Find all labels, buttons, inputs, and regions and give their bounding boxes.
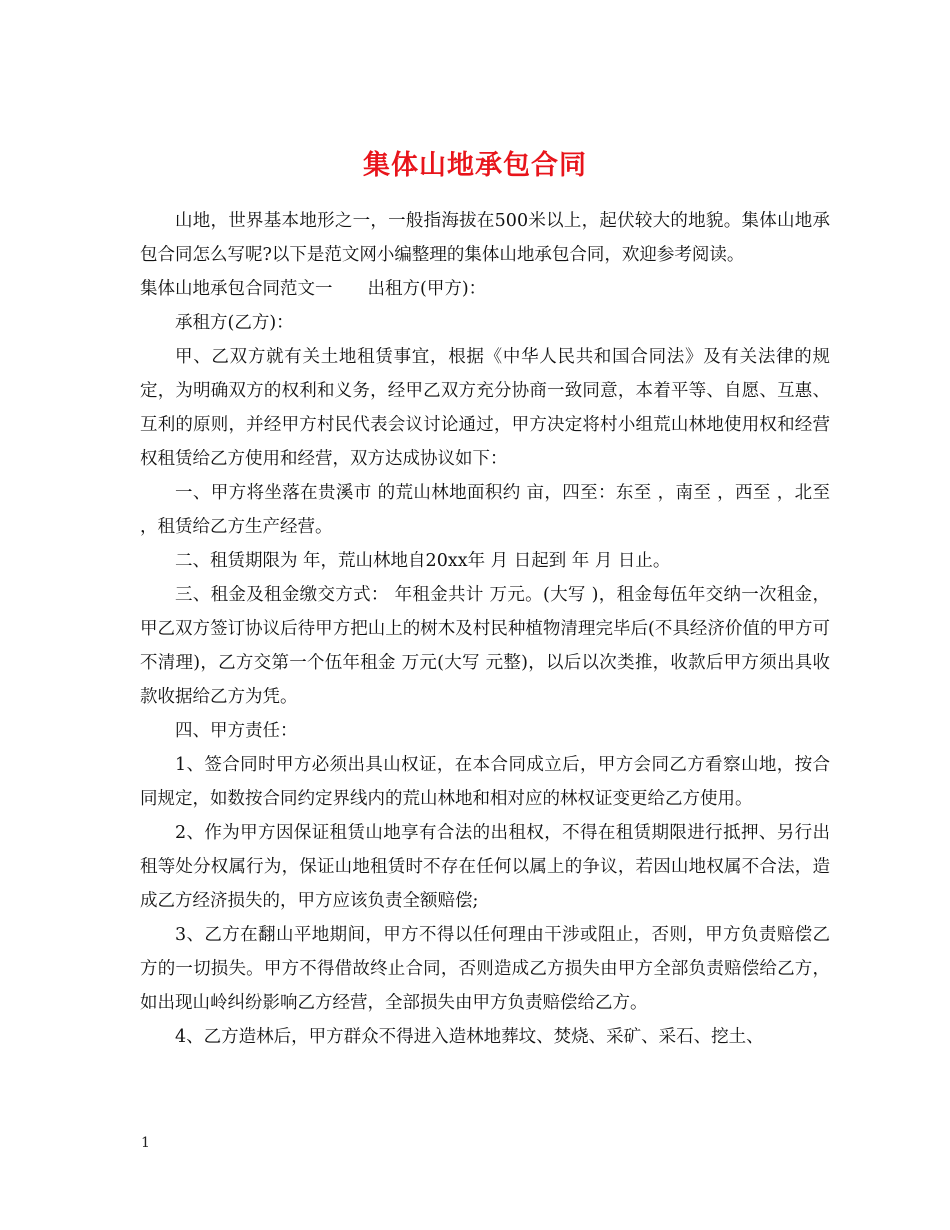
clause-location: 一、甲方将坐落在贵溪市 的荒山林地面积约 亩，四至：东至 ，南至 ，西至 ，北至 ，租赁给乙方生产经营。	[140, 483, 830, 537]
responsibility-item-4: 4、乙方造林后，甲方群众不得进入造林地葬坟、焚烧、采矿、采石、挖土、	[175, 1027, 764, 1047]
clause-term: 二、租赁期限为 年，荒山林地自20xx年 月 日起到 年 月 日止。	[175, 551, 671, 571]
intro-paragraph: 山地，世界基本地形之一，一般指海拔在500米以上，起伏较大的地貌。集体山地承包合同怎么写呢?以下是范文网小编整理的集体山地承包合同，欢迎参考阅读。	[140, 211, 830, 265]
document-title: 集体山地承包合同	[363, 150, 587, 182]
clause-rent: 三、租金及租金缴交方式： 年租金共计 万元。(大写 )，租金每伍年交纳一次租金，甲乙双方签订协议后待甲方把山上的树木及村民种植物清理完毕后(不具经济价值的甲方可不清理)，乙方交第一个伍年租金 万元(大写 元整)，以后以次类推，收款后甲方须出具收款收据给乙方为凭。	[140, 585, 830, 707]
document-body	[140, 204, 830, 1054]
responsibility-item-1: 1、签合同时甲方必须出具山权证，在本合同成立后，甲方会同乙方看察山地，按合同规定，如数按合同约定界线内的荒山林地和相对应的林权证变更给乙方使用。	[140, 755, 830, 809]
responsibility-item-3: 3、乙方在翻山平地期间，甲方不得以任何理由干涉或阻止，否则，甲方负责赔偿乙方的一切损失。甲方不得借故终止合同，否则造成乙方损失由甲方全部负责赔偿给乙方，如出现山岭纠纷影响乙方经营，全部损失由甲方负责赔偿给乙方。	[140, 925, 830, 1013]
agreement-paragraph: 甲、乙双方就有关土地租赁事宜，根据《中华人民共和国合同法》及有关法律的规定，为明确双方的权利和义务，经甲乙双方充分协商一致同意，本着平等、自愿、互惠、互利的原则，并经甲方村民代表会议讨论通过，甲方决定将村小组荒山林地使用权和经营权租赁给乙方使用和经营，双方达成协议如下：	[140, 347, 830, 469]
contract-heading-line: 集体山地承包合同范文一 出租方(甲方)：	[140, 279, 487, 299]
responsibility-item-2: 2、作为甲方因保证租赁山地享有合法的出租权，不得在租赁期限进行抵押、另行出租等处分权属行为，保证山地租赁时不存在任何以属上的争议，若因山地权属不合法，造成乙方经济损失的，甲方应该负责全额赔偿;	[140, 823, 830, 911]
page-number: 1	[141, 1135, 150, 1151]
lessee-line: 承租方(乙方)：	[175, 313, 294, 333]
lessor-responsibility-heading: 四、甲方责任：	[175, 721, 298, 741]
